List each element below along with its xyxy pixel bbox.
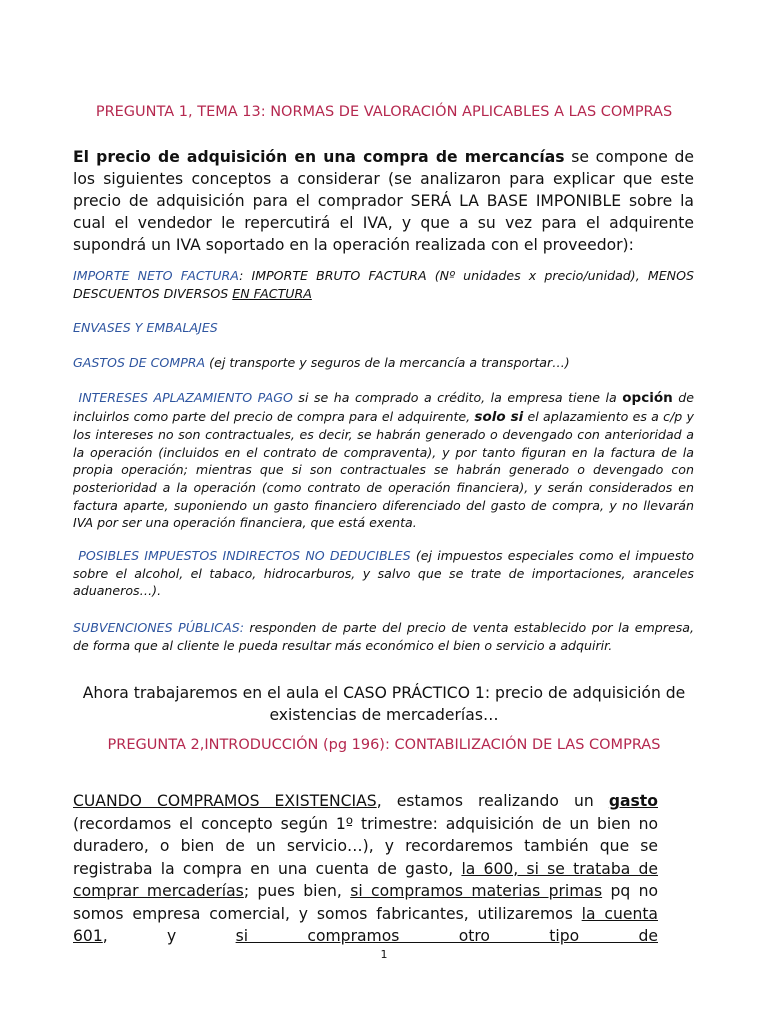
item-text: el aplazamiento es a c/p y los intereses no son contractuales, es decir, se habrán generado o devengado con anterioridad a la operación (incluidos en el contrato de compraventa), y por tanto figuran en la factura de la propia operación; mientras que si son contractuales se habrán generado o devengado con posterioridad a la operación (como contrato de operación financiera), y serán considerados en factura aparte, suponiendo un gasto financiero diferenciado del gasto de compra, y no llevarán IVA por ser una operación financiera, que está exenta.: [73, 408, 695, 531]
item-bold-solo-si: solo si: [474, 408, 524, 425]
item-envases: [73, 319, 694, 337]
heading-pregunta-1: PREGUNTA 1, TEMA 13: NORMAS DE VALORACIÓN APLICABLES A LAS COMPRAS: [95, 104, 673, 120]
item-text: (ej impuestos especiales como el impuesto sobre el alcohol, el tabaco, hidrocarburos, y salvo que se trate de importaciones, aranceles aduaneros…).: [73, 548, 694, 599]
cuando-underline-4: la cuenta 601: [73, 904, 658, 945]
cuando-text-4: pq no somos empresa comercial, y somos fabricantes, utilizaremos: [73, 882, 658, 923]
cuando-bold-gasto: gasto: [608, 792, 658, 810]
item-term: GASTOS DE COMPRA: [73, 355, 206, 370]
cuando-underline-3: si compramos materias primas: [350, 882, 603, 900]
cuando-text-5: , y: [102, 927, 236, 945]
item-underline: EN FACTURA: [232, 285, 312, 301]
item-term: POSIBLES IMPUESTOS INDIRECTOS NO DEDUCIBLES: [78, 548, 411, 563]
intro-text-2: sobre la cual el vendedor le repercutirá el IVA, y que a su vez para el adquirente supondrá un IVA soportado en la operación realizada con el proveedor):: [73, 192, 694, 254]
item-term: INTERESES APLAZAMIENTO PAGO: [78, 390, 293, 405]
item-gastos-compra: [73, 354, 694, 372]
item-importe-neto: [73, 267, 694, 302]
item-intereses-aplazamiento: [73, 389, 694, 532]
item-text: IMPORTE BRUTO FACTURA (Nº unidades x precio/unidad), MENOS DESCUENTOS DIVERSOS: [73, 268, 694, 301]
cuando-text-1: , estamos realizando un: [376, 792, 609, 810]
item-subvenciones: [73, 619, 694, 654]
cuando-underline-5: si compramos otro tipo de: [235, 927, 658, 945]
page-number: 1: [380, 948, 388, 961]
caso-line-1: Ahora trabajaremos en el aula el CASO PRÁCTICO 1: precio de adquisición de: [82, 684, 686, 702]
intro-bold: El precio de adquisición en una compra de mercancías: [73, 148, 565, 166]
item-text: si se ha comprado a crédito, la empresa tiene la: [292, 390, 623, 405]
item-text: responden de parte del precio de venta establecido por la empresa, de forma que al cliente le pueda resultar más económico el bien o servicio a adquirir.: [73, 620, 694, 653]
item-term: SUBVENCIONES PÚBLICAS:: [73, 620, 244, 635]
caso-line-2: existencias de mercaderías…: [269, 706, 499, 724]
cuando-underline-1: CUANDO COMPRAMOS EXISTENCIAS: [73, 792, 377, 810]
item-text: de incluirlos como parte del precio de compra para el adquirente,: [73, 390, 694, 424]
item-term: IMPORTE NETO FACTURA: [73, 268, 240, 283]
item-impuestos-indirectos: [73, 547, 694, 600]
item-text: (ej transporte y seguros de la mercancía a transportar…): [205, 355, 570, 370]
item-colon: :: [239, 268, 244, 283]
cuando-text-3: ; pues bien,: [243, 882, 351, 900]
cuando-text-2: (recordamos el concepto según 1º trimestre: adquisición de un bien no duradero, o bien de un servicio…), y recordaremos también que se registraba la compra en una cuenta de gasto,: [73, 814, 658, 878]
item-term: ENVASES Y EMBALAJES: [73, 320, 218, 335]
heading-pregunta-2: PREGUNTA 2,INTRODUCCIÓN (pg 196): CONTABILIZACIÓN DE LAS COMPRAS: [107, 737, 661, 753]
cuando-underline-2: la 600, si se trataba de comprar mercaderías: [73, 859, 659, 900]
intro-caps: SERÁ LA BASE IMPONIBLE: [410, 192, 622, 210]
item-bold-opcion: opción: [622, 390, 673, 406]
cuando-compramos-paragraph: [73, 790, 658, 948]
intro-text-1: se compone de los siguientes conceptos a considerar (se analizaron para explicar que este precio de adquisición para el comprador: [73, 148, 694, 210]
intro-paragraph: [73, 146, 694, 256]
caso-practico-note: [40, 682, 728, 726]
